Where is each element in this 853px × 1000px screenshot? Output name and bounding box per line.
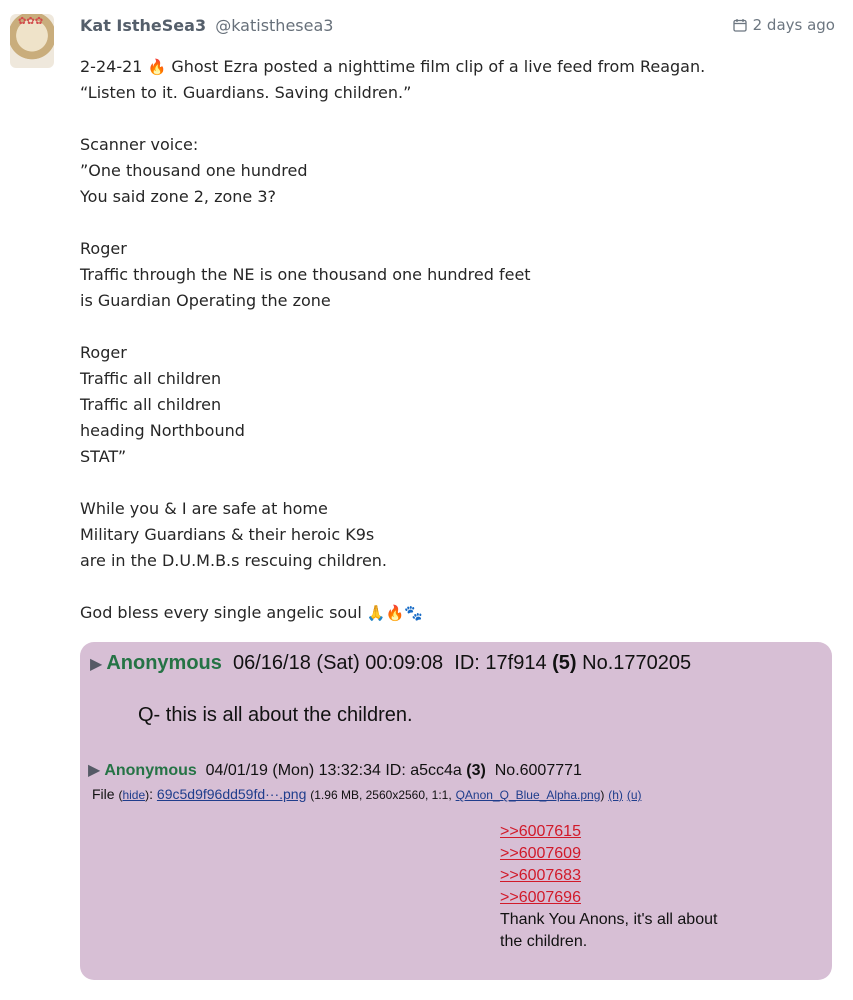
post-line: Traffic all children — [80, 395, 222, 414]
file-meta: (1.96 MB, 2560x2560, 1:1, — [310, 788, 452, 802]
post2-number[interactable]: No.6007771 — [494, 762, 582, 779]
reply-link[interactable]: >>6007615 — [500, 823, 581, 840]
calendar-icon — [733, 18, 747, 32]
quoted-image-card[interactable] — [80, 642, 832, 980]
reply-link[interactable]: >>6007696 — [500, 889, 581, 906]
original-filename-link[interactable]: QAnon_Q_Blue_Alpha.png — [455, 788, 601, 802]
hide-link[interactable]: hide — [122, 788, 146, 802]
post-line: heading Northbound — [80, 421, 245, 440]
expand-arrow-icon[interactable]: ▶ — [90, 656, 103, 673]
post1-count: (5) — [552, 652, 577, 674]
post-line: STAT” — [80, 447, 127, 466]
post1-header — [90, 652, 691, 675]
post-line: Traffic through the NE is one thousand one hundred feet — [80, 265, 531, 284]
file-info: File (hide): 69c5d9f96dd59fd···.png (1.96 MB, 2560x2560, 1:1, QAnon_Q_Blue_Alpha.png) (h) (u) — [92, 786, 642, 802]
post-line: Traffic all children — [80, 369, 222, 388]
post-line — [80, 600, 830, 626]
post1-datetime: 06/16/18 (Sat) 00:09:08 — [233, 652, 444, 674]
post-header — [80, 16, 835, 38]
post1-author: Anonymous — [106, 652, 222, 674]
post-line: is Guardian Operating the zone — [80, 291, 331, 310]
paws-icon: 🐾 — [404, 604, 423, 622]
post2-author: Anonymous — [104, 762, 197, 779]
post1-id: ID: 17f914 — [454, 652, 547, 674]
post2-count: (3) — [466, 762, 486, 779]
reply-block — [500, 821, 717, 953]
fire-icon: 🔥 — [385, 604, 405, 622]
post-text: God bless every single angelic soul — [80, 603, 362, 622]
avatar[interactable] — [10, 14, 54, 68]
pray-icon: 🙏 — [366, 604, 386, 622]
reply-text: the children. — [500, 933, 588, 950]
post-line: are in the D.U.M.B.s rescuing children. — [80, 551, 388, 570]
post2-datetime: 04/01/19 (Mon) 13:32:34 — [205, 762, 381, 779]
post1-number[interactable]: No.1770205 — [582, 652, 692, 674]
author-display-name[interactable]: Kat IstheSea3 — [80, 16, 207, 35]
post2-id: ID: a5cc4a — [385, 762, 462, 779]
expand-arrow-icon[interactable]: ▶ — [88, 762, 101, 779]
post-date: 2-24-21 — [80, 57, 143, 76]
file-label: File — [92, 786, 115, 802]
u-link[interactable]: (u) — [626, 788, 642, 802]
file-link[interactable]: 69c5d9f96dd59fd···.png — [156, 786, 307, 802]
post-body — [80, 54, 830, 626]
post1-text: Q- this is all about the children. — [138, 704, 413, 726]
post-line: Scanner voice: — [80, 135, 199, 154]
file-meta-close: ) — [600, 788, 605, 802]
reply-link[interactable]: >>6007683 — [500, 867, 581, 884]
timestamp-label: 2 days ago — [752, 16, 835, 34]
post-line: ”One thousand one hundred — [80, 161, 308, 180]
flower-crown-icon: ✿✿✿ — [18, 16, 44, 27]
post-line: “Listen to it. Guardians. Saving children.” — [80, 83, 412, 102]
post-line: Roger — [80, 239, 127, 258]
post-text: Ghost Ezra posted a nighttime film clip of a live feed from Reagan. — [171, 57, 706, 76]
post-line: You said zone 2, zone 3? — [80, 187, 277, 206]
reply-link[interactable]: >>6007609 — [500, 845, 581, 862]
author-handle[interactable]: @katisthesea3 — [215, 16, 334, 35]
post-timestamp[interactable] — [733, 16, 835, 34]
post-line: While you & I are safe at home — [80, 499, 328, 518]
fire-icon: 🔥 — [147, 58, 167, 76]
post-line — [80, 54, 830, 80]
post-line: Roger — [80, 343, 127, 362]
reply-text: Thank You Anons, it's all about — [500, 911, 718, 928]
post2-header — [88, 760, 582, 780]
post-line: Military Guardians & their heroic K9s — [80, 525, 375, 544]
h-link[interactable]: (h) — [608, 788, 623, 802]
